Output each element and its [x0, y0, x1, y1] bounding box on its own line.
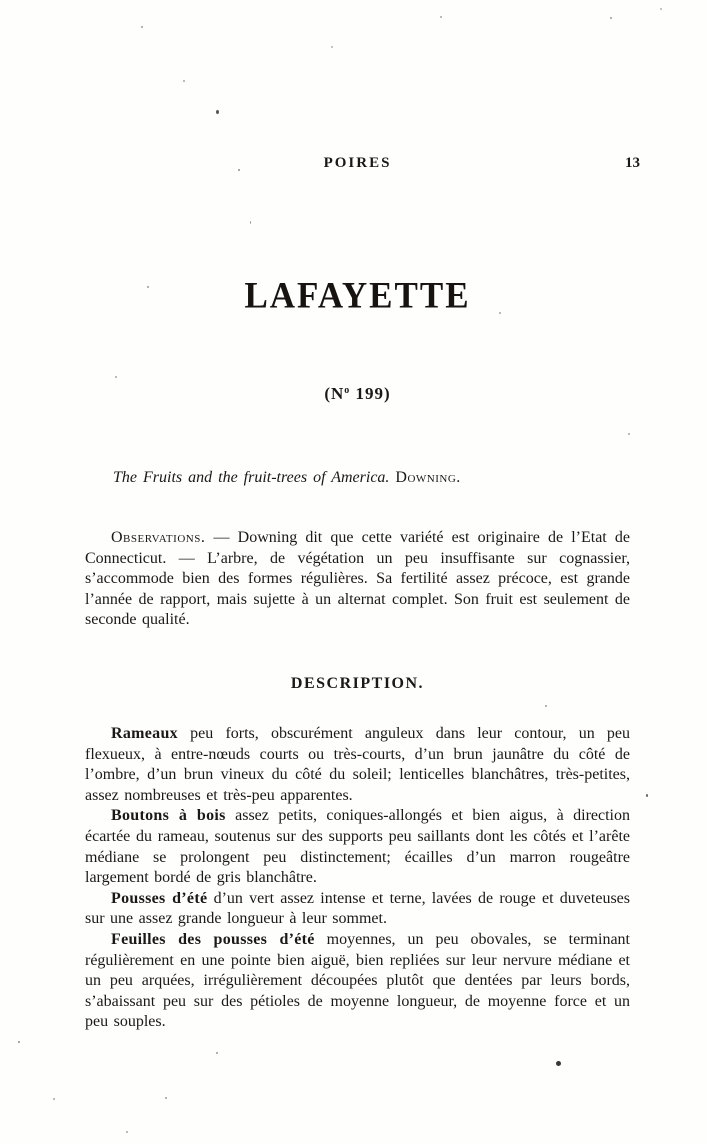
variety-number-prefix: (N: [324, 384, 345, 403]
paragraph-feuilles-des-pousses-dete: [85, 930, 630, 1033]
scan-speck: [141, 26, 143, 28]
observations-text: — Downing dit que cette variété est originaire de l’Etat de Connecticut. — L’arbre, de végétation un peu insuffisante sur cognassier, s’accommode bien des formes régulières. Sa fertilité assez précoce, est grande l’année de rapport, mais sujette à un alternat complet. Son fruit est seulement de seconde qualité.: [85, 529, 630, 629]
paragraph-rameaux-text: peu forts, obscurément anguleux dans leur contour, un peu flexueux, à entre-nœuds courts ou très-courts, d’un brun jaunâtre du côté de l’ombre, d’un brun vineux du côté du soleil; lenticelles blanchâtres, très-petites, assez nombreuses et très-peu apparentes.: [85, 725, 630, 804]
scan-speck: [183, 80, 185, 82]
reference-work-title: The Fruits and the fruit-trees of America.: [113, 469, 390, 486]
page-number: 13: [625, 155, 640, 171]
variety-number-suffix: 199): [350, 384, 391, 403]
variety-number-superscript: o: [344, 385, 351, 396]
scan-speck: [53, 1098, 55, 1100]
paragraph-boutons-a-bois-text: assez petits, coniques-allongés et bien aigus, à direction écartée du rameau, soutenus sur des supports peu saillants dont les côtés et l’arête médiane se prolongent peu distinctement; écailles d’un marron rougeâtre largement bordé de gris blanchâtre.: [85, 807, 631, 887]
paragraph-feuilles-des-pousses-dete-text: moyennes, un peu obovales, se terminant régulièrement en une pointe bien aiguë, bien repliées sur leur nervure médiane et un peu arquées, irrégulièrement découpées plutôt que dentées par leurs bords, s’abaissant peu sur des pétioles de moyenne longueur, de moyenne force et un peu souples.: [85, 930, 630, 1031]
paragraph-rameaux: [85, 724, 630, 806]
description-heading: DESCRIPTION.: [290, 675, 425, 692]
scan-speck: [216, 1052, 218, 1054]
scan-speck: [115, 376, 117, 378]
paragraph-pousses-dete-lead: Pousses d’été: [111, 889, 208, 907]
running-head: [85, 155, 640, 177]
reference-author: Downing.: [395, 469, 461, 486]
scan-speck: [660, 8, 662, 10]
scan-speck: [440, 16, 442, 18]
scan-speck: [556, 1061, 561, 1066]
observations-lead: Observations.: [111, 529, 206, 546]
scan-speck: [610, 17, 612, 19]
scan-speck: [165, 1097, 167, 1099]
scan-speck: [646, 794, 648, 797]
scan-speck: [628, 433, 630, 435]
paragraph-pousses-dete-text: d’un vert assez intense et terne, lavées de rouge et duveteuses sur une assez grande longueur à leur sommet.: [85, 889, 630, 928]
running-title: POIRES: [323, 155, 392, 171]
reference-line: [85, 469, 630, 487]
scan-speck: [147, 286, 149, 288]
description-body: [85, 724, 630, 1033]
paragraph-boutons-a-bois: [85, 806, 630, 888]
scan-speck: [238, 169, 240, 171]
paragraph-boutons-a-bois-lead: Boutons à bois: [111, 807, 226, 825]
scan-speck: [18, 1041, 20, 1043]
paragraph-rameaux-lead: Rameaux: [111, 725, 178, 742]
scan-speck: [331, 46, 333, 48]
variety-title: LAFAYETTE: [244, 274, 471, 317]
variety-number: [85, 384, 630, 404]
paragraph-feuilles-des-pousses-dete-lead: Feuilles des pousses d’été: [111, 930, 315, 948]
scan-speck: [250, 221, 251, 224]
observations-paragraph: [85, 528, 630, 631]
paragraph-pousses-dete: [85, 889, 630, 930]
scan-speck: [216, 110, 219, 114]
scan-speck: [499, 312, 501, 314]
scan-speck: [126, 1131, 128, 1133]
scan-speck: [545, 705, 547, 707]
observations-section: [85, 528, 630, 631]
